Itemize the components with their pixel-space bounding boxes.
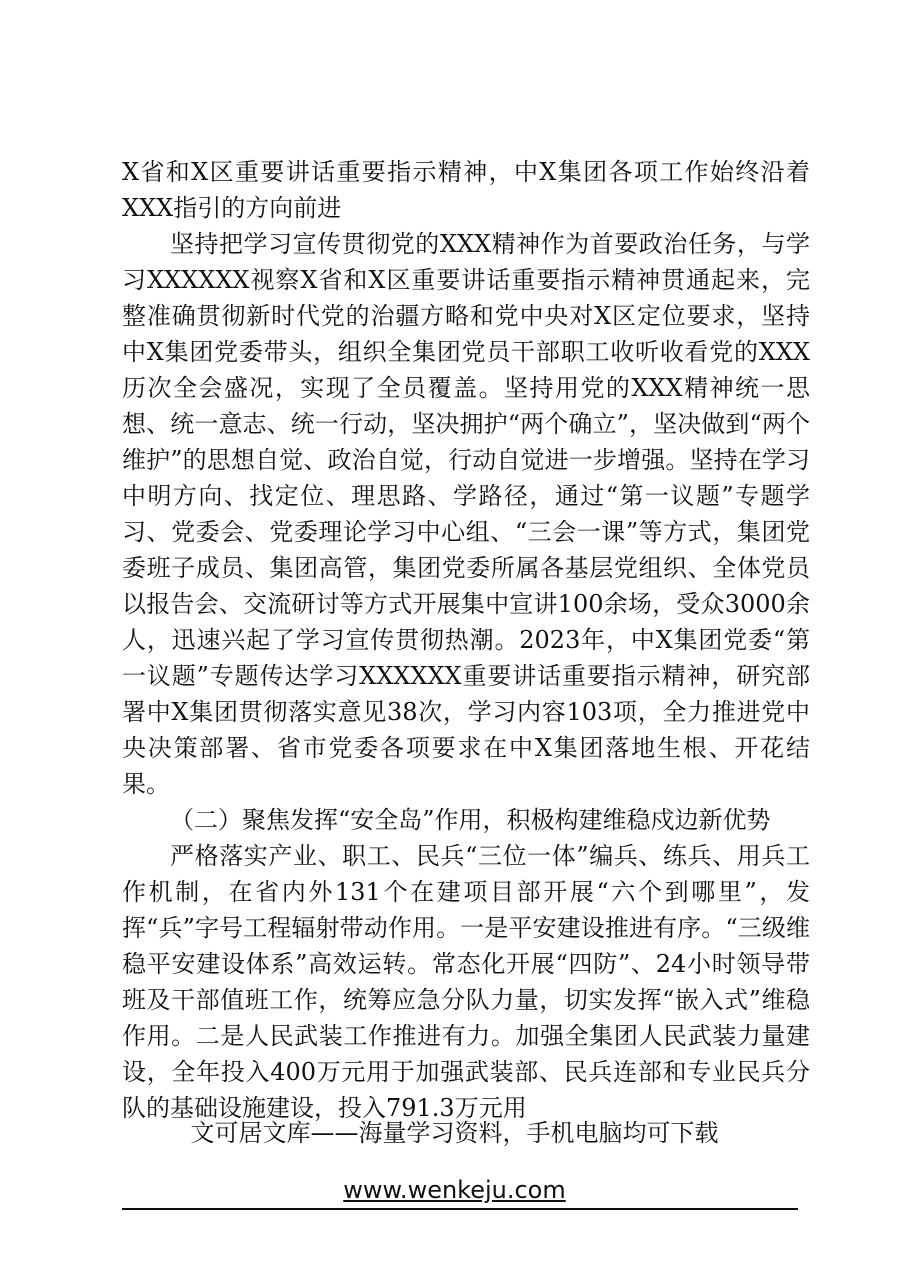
intro-heading: X省和X区重要讲话重要指示精神，中X集团各项工作始终沿着XXX指引的方向前进 <box>122 158 810 222</box>
footer-url-wrapper <box>0 1170 909 1210</box>
body-paragraph-security: 严格落实产业、职工、民兵“三位一体”编兵、练兵、用兵工作机制，在省内外131个在建项目部开展“六个到哪里”，发挥“兵”字号工程辐射带动作用。一是平安建设推进有序。“三级维稳平安建设体系”高效运转。常态化开展“四防”、24小时领导带班及干部值班工作，统筹应急分队力量，切实发挥“嵌入式”维稳作用。二是人民武装工作推进有力。加强全集团人民武装力量建设，全年投入400万元用于加强武装部、民兵连部和专业民兵分队的基础设施建设，投入791.3万元用 <box>122 842 810 1122</box>
document-body <box>122 154 810 1126</box>
section-heading: （二）聚焦发挥“安全岛”作用，积极构建维稳戍边新优势 <box>170 806 771 834</box>
body-paragraph-study: 坚持把学习宣传贯彻党的XXX精神作为首要政治任务，与学习XXXXXX视察X省和X区重要讲话重要指示精神贯通起来，完整准确贯彻新时代党的治疆方略和党中央对X区定位要求，坚持中X集团党委带头，组织全集团党员干部职工收听收看党的XXX历次全会盛况，实现了全员覆盖。坚持用党的XXX精神统一思想、统一意志、统一行动，坚决拥护“两个确立”，坚决做到“两个维护”的思想自觉、政治自觉，行动自觉进一步增强。坚持在学习中明方向、找定位、理思路、学路径，通过“第一议题”专题学习、党委会、党委理论学习中心组、“三会一课”等方式，集团党委班子成员、集团高管，集团党委所属各基层党组织、全体党员以报告会、交流研讨等方式开展集中宣讲100余场，受众3000余人，迅速兴起了学习宣传贯彻热潮。2023年，中X集团党委“第一议题”专题传达学习XXXXXX重要讲话重要指示精神，研究部署中X集团贯彻落实意见38次，学习内容103项，全力推进党中央决策部署、省市党委各项要求在中X集团落地生根、开花结果。 <box>122 230 810 798</box>
footer-url-link[interactable]: www.wenkeju.com <box>343 1176 566 1204</box>
footer-divider <box>122 1208 798 1210</box>
footer-title: 文可居文库——海量学习资料，手机电脑均可下载 <box>190 1119 719 1147</box>
